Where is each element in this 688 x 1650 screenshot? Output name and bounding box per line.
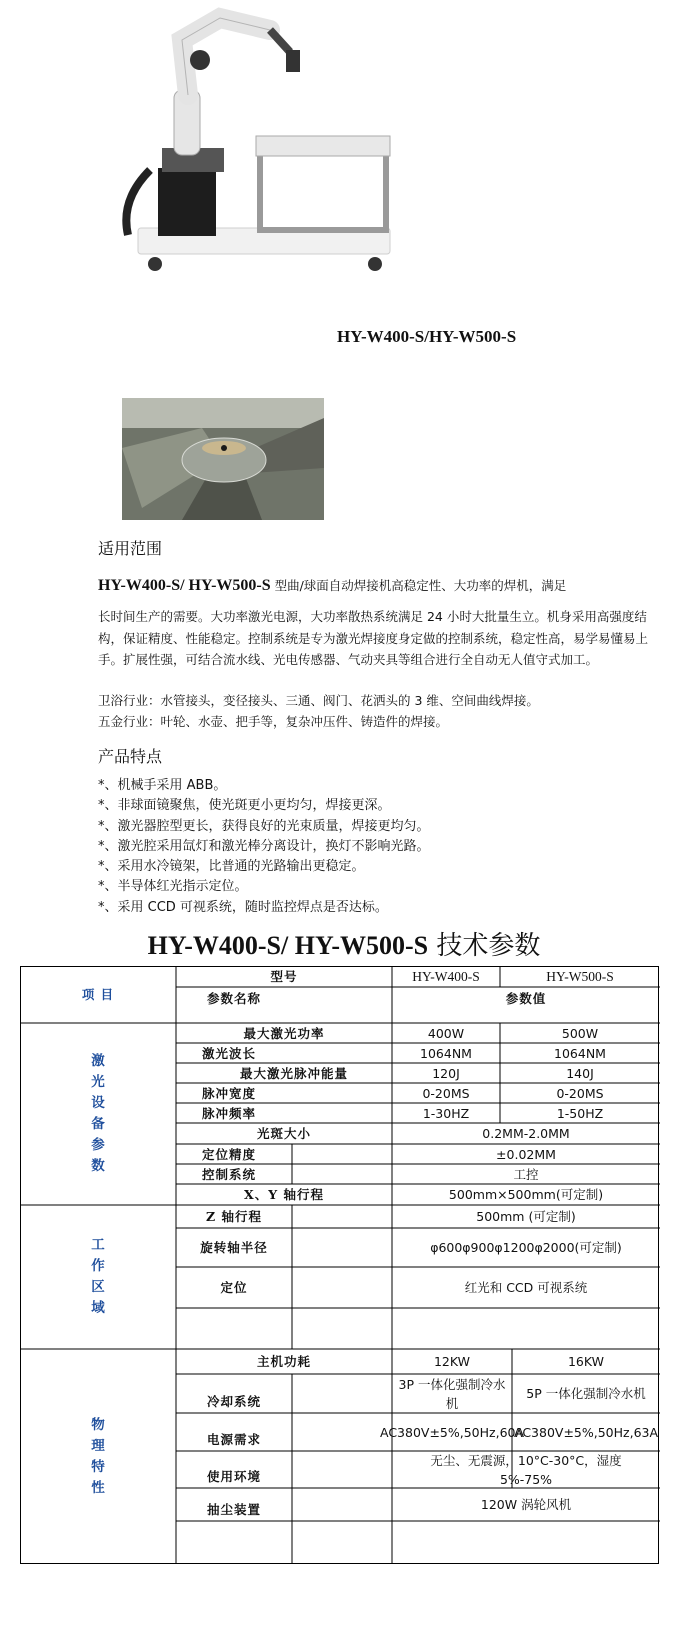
max-power-b: 500W (561, 1025, 599, 1041)
host-power-a: 12KW (433, 1354, 471, 1369)
physical-section-label: 物 理 特 性 (91, 1416, 105, 1496)
max-power-a: 400W (427, 1025, 465, 1041)
spot-size-value: 0.2MM-2.0MM (482, 1126, 570, 1141)
pulse-freq-a: 1-30HZ (422, 1105, 470, 1121)
cooling-label: 冷却系统 (206, 1394, 261, 1409)
spot-size-label: 光斑大小 (256, 1126, 311, 1141)
z-travel-value: 500mm (可定制) (476, 1209, 576, 1224)
fan-weld-sample-photo (122, 398, 324, 520)
scope-bath-industry: 卫浴行业：水管接头，变径接头、三通、阀门、花洒头的 3 维、空间曲线焊接。 (98, 693, 539, 708)
feature-item: *、激光腔采用氙灯和激光棒分离设计，换灯不影响光路。 (98, 838, 430, 854)
control-system-value: 工控 (513, 1166, 539, 1182)
scope-body: 长时间生产的需要。大功率激光电源，大功率散热系统满足 24 小时大批量生立。机身采用高强度结构，保证精度、性能稳定。控制系统是专为激光焊接度身定做的控制系统，稳定性高，易学易懂易上手。扩展性强，可结合流水线、光电传感器、气动夹具等组合进行全自动无人值守式加工。 (98, 609, 649, 667)
cooling-b: 5P 一体化强制冷水机 (526, 1386, 646, 1401)
feature-item: *、采用 CCD 可视系统，随时监控焊点是否达标。 (98, 899, 388, 915)
feature-item: *、激光器腔型更长，获得良好的光束质量，焊接更均匀。 (98, 818, 430, 834)
scope-intro-text: 型曲/球面自动焊接机高稳定性、大功率的焊机，满足 (270, 578, 567, 593)
wavelength-label: 激光波长 (202, 1045, 257, 1061)
features-list (98, 776, 430, 918)
dust-extraction-label: 抽尘装置 (206, 1502, 261, 1517)
power-req-a: AC380V±5%,50Hz,60A (379, 1424, 525, 1440)
rotation-radius-value: φ600φ900φ1200φ2000(可定制) (430, 1240, 622, 1255)
item-header: 项 目 (81, 987, 115, 1002)
work-section-label: 工 作 区 域 (91, 1237, 105, 1316)
model-a-header: HY-W400-S (412, 969, 480, 984)
locate-label: 定位 (220, 1280, 248, 1295)
pulse-width-b: 0-20MS (556, 1085, 604, 1101)
xy-travel-value: 500mm×500mm(可定制) (448, 1187, 604, 1202)
model-caption: HY-W400-S/HY-W500-S (337, 327, 517, 346)
spec-table-title (0, 925, 688, 962)
pulse-width-label: 脉冲宽度 (202, 1085, 257, 1101)
features-heading: 产品特点 (98, 747, 163, 766)
feature-item: *、机械手采用 ABB。 (98, 778, 227, 793)
pulse-energy-b: 140J (566, 1065, 594, 1081)
z-travel-label: Z 轴行程 (206, 1209, 262, 1224)
control-system-label: 控制系统 (202, 1166, 257, 1182)
pulse-energy-a: 120J (432, 1065, 460, 1081)
power-req-b: AC380V±5%,50Hz,63A (513, 1424, 659, 1440)
pulse-width-a: 0-20MS (422, 1085, 470, 1101)
cooling-a: 3P 一体化强制冷水机 (398, 1376, 506, 1411)
laser-section-label: 激 光 设 备 参 数 (91, 1053, 105, 1174)
robot-welder-photo (110, 0, 410, 280)
param-value-header: 参数值 (505, 991, 547, 1006)
scope-intro-model: HY-W400-S/ HY-W500-S (98, 577, 271, 594)
host-power-label: 主机功耗 (256, 1354, 311, 1369)
max-power-label: 最大激光功率 (243, 1025, 325, 1041)
pulse-freq-b: 1-50HZ (556, 1105, 604, 1121)
environment-label: 使用环境 (206, 1469, 261, 1484)
feature-item: *、采用水冷镜架，比普通的光路输出更稳定。 (98, 859, 365, 875)
power-req-label: 电源需求 (206, 1432, 261, 1447)
model-b-header: HY-W500-S (546, 969, 614, 984)
spec-table (20, 966, 660, 1566)
feature-item: *、非球面镜聚焦，使光斑更小更均匀，焊接更深。 (98, 798, 391, 814)
positioning-value: ±0.02MM (496, 1146, 556, 1162)
spec-title-model: HY-W400-S/ HY-W500-S (147, 931, 429, 960)
scope-intro (98, 575, 658, 597)
host-power-b: 16KW (567, 1354, 605, 1369)
scope-hardware-industry: 五金行业：叶轮、水壶、把手等，复杂冲压件、铸造件的焊接。 (98, 714, 449, 729)
scope-heading: 适用范围 (98, 539, 163, 558)
positioning-label: 定位精度 (202, 1146, 257, 1162)
rotation-radius-label: 旋转轴半径 (200, 1240, 268, 1255)
wavelength-b: 1064NM (554, 1045, 606, 1061)
wavelength-a: 1064NM (420, 1045, 472, 1061)
feature-item: *、半导体红光指示定位。 (98, 879, 248, 895)
environment-value: 无尘、无震源，10°C-30°C，湿度5%-75% (430, 1452, 622, 1487)
model-header: 型号 (270, 969, 298, 984)
spec-title-suffix: 技术参数 (428, 931, 541, 961)
pulse-energy-label: 最大激光脉冲能量 (239, 1065, 348, 1081)
param-name-header: 参数名称 (206, 991, 261, 1006)
xy-travel-label: X、Y 轴行程 (244, 1187, 324, 1202)
pulse-freq-label: 脉冲频率 (202, 1105, 257, 1121)
locate-value: 红光和 CCD 可视系统 (464, 1280, 588, 1295)
dust-extraction-value: 120W 涡轮风机 (480, 1497, 572, 1512)
